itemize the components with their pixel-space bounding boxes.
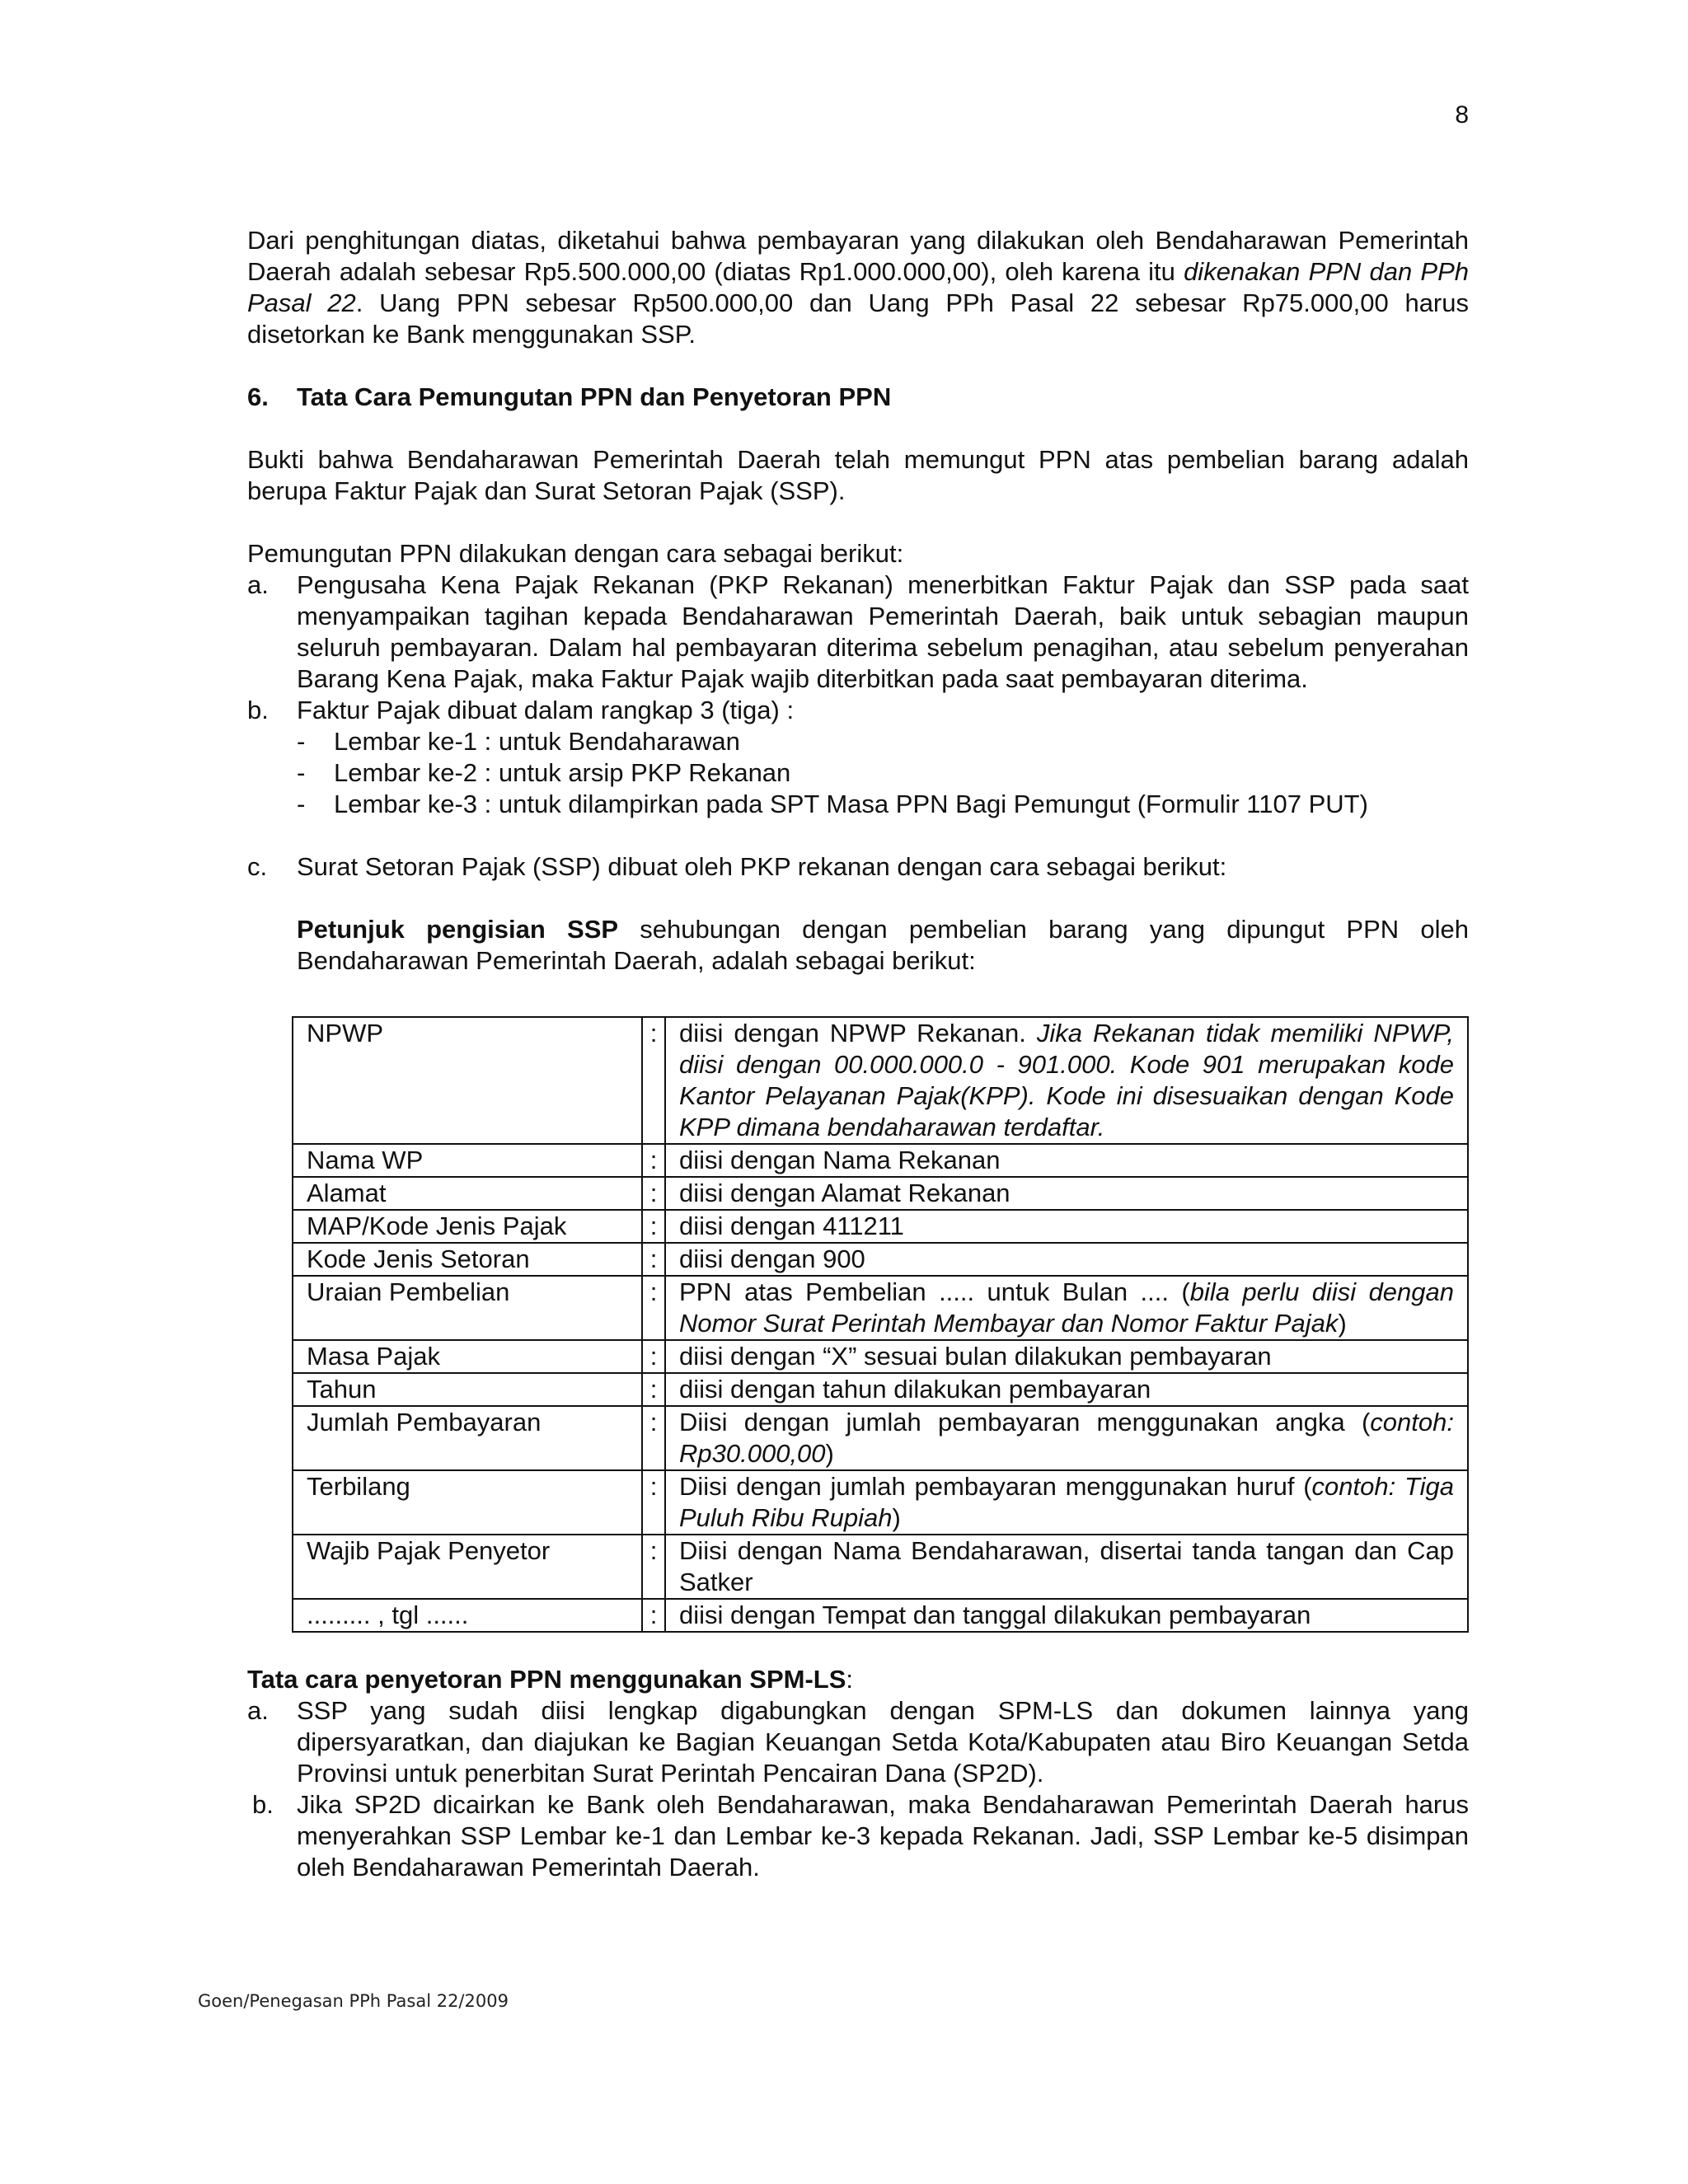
list-item-a [247, 569, 1469, 695]
field-colon: : [642, 1373, 665, 1406]
spm-title-text: Tata cara penyetoran PPN menggunakan SPM-LS [247, 1665, 846, 1694]
field-label: Alamat [293, 1177, 642, 1210]
field-label: Wajib Pajak Penyetor [293, 1535, 642, 1599]
sub-dash-3: - [297, 790, 306, 818]
spm-item-a [247, 1695, 1469, 1789]
section-6-number: 6. [247, 382, 269, 411]
table-row [293, 1210, 1468, 1243]
instruction-text: diisi dengan Alamat Rekanan [679, 1179, 1010, 1207]
table-row [293, 1406, 1468, 1470]
instruction-text: diisi dengan 411211 [679, 1212, 904, 1240]
field-label: Nama WP [293, 1144, 642, 1177]
field-label: Terbilang [293, 1470, 642, 1535]
intro-text-1: Dari penghitungan diatas, diketahui bahwa pembayaran yang dilakukan oleh Bendaharawan Pemerintah Daerah adalah sebesar Rp5.500.000,00 (diatas Rp1.000.000,00), oleh karena itu [247, 226, 1469, 286]
field-instruction [665, 1599, 1468, 1632]
field-colon: : [642, 1599, 665, 1632]
instruction-text: Diisi dengan jumlah pembayaran menggunakan angka ( [679, 1408, 1371, 1436]
list-text-a: Pengusaha Kena Pajak Rekanan (PKP Rekanan) menerbitkan Faktur Pajak dan SSP pada saat menyampaikan tagihan kepada Bendaharawan Pemerintah Daerah, baik untuk sebagian maupun seluruh pembayaran. Dalam hal pembayaran diterima sebelum penagihan, atau sebelum penyerahan Barang Kena Pajak, maka Faktur Pajak wajib diterbitkan pada saat pembayaran diterima. [297, 570, 1469, 693]
instruction-italic: contoh: Tiga Puluh Ribu Rupiah [679, 1472, 1454, 1532]
sub-item-1 [297, 726, 1469, 757]
document-body [247, 225, 1469, 1883]
spm-section-title [247, 1664, 1469, 1695]
field-label: Tahun [293, 1373, 642, 1406]
sub-text-2: Lembar ke-2 : untuk arsip PKP Rekanan [334, 758, 791, 787]
field-label: Kode Jenis Setoran [293, 1243, 642, 1276]
page-footer: Goen/Penegasan PPh Pasal 22/2009 [198, 1991, 509, 2011]
intro-paragraph [247, 225, 1469, 350]
instruction-italic: bila perlu diisi dengan Nomor Surat Perintah Membayar dan Nomor Faktur Pajak [679, 1277, 1455, 1338]
field-colon: : [642, 1144, 665, 1177]
field-instruction [665, 1243, 1468, 1276]
field-instruction [665, 1177, 1468, 1210]
list-marker-c: c. [247, 852, 268, 881]
field-colon: : [642, 1177, 665, 1210]
instruction-text: diisi dengan “X” sesuai bulan dilakukan pembayaran [679, 1342, 1272, 1371]
sub-dash-2: - [297, 758, 306, 787]
field-colon: : [642, 1276, 665, 1340]
list-marker-a: a. [247, 570, 269, 599]
section-6-para-2: Pemungutan PPN dilakukan dengan cara sebagai berikut: [247, 539, 904, 568]
instruction-text: diisi dengan tahun dilakukan pembayaran [679, 1375, 1151, 1404]
spm-item-b [247, 1789, 1469, 1883]
field-colon: : [642, 1535, 665, 1599]
sub-item-2 [297, 757, 1469, 789]
field-label: ......... , tgl ...... [293, 1599, 642, 1632]
table-row [293, 1243, 1468, 1276]
instruction-text: Diisi dengan jumlah pembayaran menggunakan huruf ( [679, 1472, 1312, 1501]
instruction-text: PPN atas Pembelian ..... untuk Bulan .... ( [679, 1277, 1190, 1306]
spm-text-b: Jika SP2D dicairkan ke Bank oleh Bendaharawan, maka Bendaharawan Pemerintah Daerah harus menyerahkan SSP Lembar ke-1 dan Lembar ke-3 kepada Rekanan. Jadi, SSP Lembar ke-5 disimpan oleh Bendaharawan Pemerintah Daerah. [297, 1790, 1469, 1882]
field-colon: : [642, 1243, 665, 1276]
petunjuk-paragraph [297, 914, 1469, 977]
list-marker-b: b. [247, 696, 269, 724]
sub-item-3 [297, 789, 1469, 820]
field-instruction [665, 1470, 1468, 1535]
field-colon: : [642, 1406, 665, 1470]
field-colon: : [642, 1210, 665, 1243]
ssp-instruction-table [292, 1016, 1469, 1633]
instruction-text: Diisi dengan Nama Bendaharawan, disertai tanda tangan dan Cap Satker [679, 1536, 1454, 1596]
intro-text-2: . Uang PPN sebesar Rp500.000,00 dan Uang PPh Pasal 22 sebesar Rp75.000,00 harus disetorkan ke Bank menggunakan SSP. [247, 288, 1470, 349]
table-row [293, 1373, 1468, 1406]
table-row [293, 1276, 1468, 1340]
field-instruction [665, 1276, 1468, 1340]
intro-italic: dikenakan PPN dan PPh Pasal 22 [247, 257, 1469, 317]
instruction-text: diisi dengan Tempat dan tanggal dilakukan pembayaran [679, 1601, 1311, 1629]
sub-text-3: Lembar ke-3 : untuk dilampirkan pada SPT Masa PPN Bagi Pemungut (Formulir 1107 PUT) [334, 790, 1368, 818]
table-row [293, 1535, 1468, 1599]
field-label: Jumlah Pembayaran [293, 1406, 642, 1470]
section-6-title: Tata Cara Pemungutan PPN dan Penyetoran PPN [297, 382, 892, 411]
petunjuk-bold: Petunjuk pengisian SSP [297, 915, 619, 944]
field-instruction [665, 1144, 1468, 1177]
instruction-italic: contoh: Rp30.000,00 [679, 1408, 1454, 1468]
instruction-italic: Jika Rekanan tidak memiliki NPWP, diisi dengan 00.000.000.0 - 901.000. Kode 901 merupakan kode Kantor Pelayanan Pajak(KPP). Kode ini disesuaikan dengan Kode KPP dimana bendaharawan terdaftar. [679, 1019, 1454, 1141]
spm-text-a: SSP yang sudah diisi lengkap digabungkan dengan SPM-LS dan dokumen lainnya yang dipersyaratkan, dan diajukan ke Bagian Keuangan Setda Kota/Kabupaten atau Biro Keuangan Setda Provinsi untuk penerbitan Surat Perintah Pencairan Dana (SP2D). [297, 1696, 1469, 1788]
table-row [293, 1144, 1468, 1177]
table-row [293, 1470, 1468, 1535]
field-instruction [665, 1535, 1468, 1599]
list-text-c: Surat Setoran Pajak (SSP) dibuat oleh PKP rekanan dengan cara sebagai berikut: [297, 852, 1227, 881]
field-instruction [665, 1210, 1468, 1243]
instruction-text: diisi dengan 900 [679, 1244, 865, 1273]
spm-marker-a: a. [247, 1696, 269, 1725]
petunjuk-rest: sehubungan dengan pembelian barang yang dipungut PPN oleh Bendaharawan Pemerintah Daerah, adalah sebagai berikut: [297, 915, 1469, 975]
field-label: MAP/Kode Jenis Pajak [293, 1210, 642, 1243]
table-row [293, 1340, 1468, 1373]
list-item-b [247, 695, 1469, 726]
field-colon: : [642, 1340, 665, 1373]
instruction-text: ) [1338, 1309, 1347, 1338]
field-instruction [665, 1017, 1468, 1144]
instruction-text: diisi dengan Nama Rekanan [679, 1146, 1001, 1174]
page-number: 8 [1455, 101, 1469, 129]
field-label: NPWP [293, 1017, 642, 1144]
field-instruction [665, 1373, 1468, 1406]
section-6-heading [247, 382, 1469, 413]
sub-dash-1: - [297, 727, 306, 756]
instruction-text: diisi dengan NPWP Rekanan. [679, 1019, 1037, 1047]
table-row [293, 1177, 1468, 1210]
instruction-text: ) [892, 1503, 901, 1532]
instruction-text: ) [825, 1439, 834, 1468]
sub-text-1: Lembar ke-1 : untuk Bendaharawan [334, 727, 740, 756]
field-colon: : [642, 1470, 665, 1535]
list-text-b: Faktur Pajak dibuat dalam rangkap 3 (tiga) : [297, 696, 795, 724]
field-instruction [665, 1406, 1468, 1470]
spm-title-colon: : [846, 1665, 854, 1694]
section-6-para-1: Bukti bahwa Bendaharawan Pemerintah Daerah telah memungut PPN atas pembelian barang adalah berupa Faktur Pajak dan Surat Setoran Pajak (SSP). [247, 445, 1469, 505]
field-colon: : [642, 1017, 665, 1144]
field-label: Uraian Pembelian [293, 1276, 642, 1340]
table-row [293, 1599, 1468, 1632]
field-label: Masa Pajak [293, 1340, 642, 1373]
spm-marker-b: b. [252, 1790, 274, 1819]
table-row [293, 1017, 1468, 1144]
field-instruction [665, 1340, 1468, 1373]
list-item-c [247, 851, 1469, 883]
